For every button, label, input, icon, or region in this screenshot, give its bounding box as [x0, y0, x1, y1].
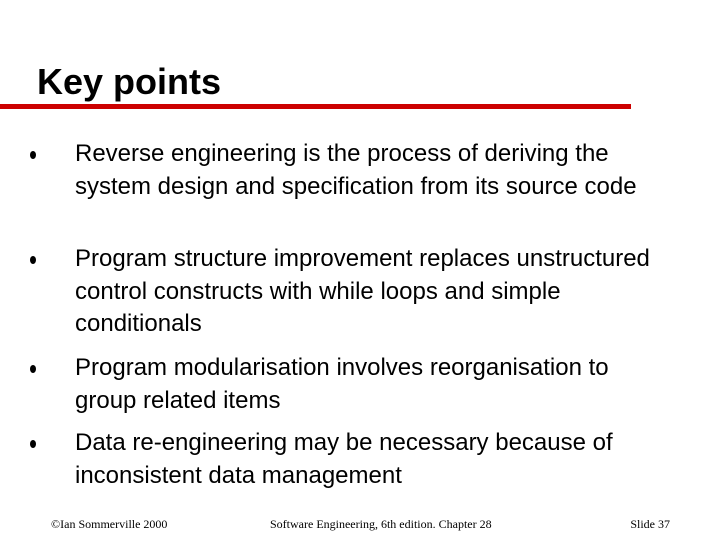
footer-copyright: ©Ian Sommerville 2000: [51, 517, 168, 531]
bullet-item-1: [75, 138, 675, 203]
bullet-text: Program structure improvement replaces unstructured control constructs with while loops and simple conditionals: [75, 245, 650, 337]
bullet-item-3: [75, 352, 675, 417]
bullet-item-2: [75, 243, 675, 341]
footer-book-reference: Software Engineering, 6th edition. Chapter 28: [270, 517, 492, 531]
bullet-item-4: [75, 427, 675, 492]
bullet-text: Reverse engineering is the process of deriving the system design and specification from its source code: [75, 140, 637, 200]
bullet-text: Data re-engineering may be necessary because of inconsistent data management: [75, 429, 613, 489]
filled-circle-bullet-icon: [30, 151, 36, 159]
slide-title: Key points: [37, 61, 222, 102]
footer-slide-number: Slide 37: [630, 517, 670, 531]
bullet-text: Program modularisation involves reorganisation to group related items: [75, 354, 609, 414]
filled-circle-bullet-icon: [30, 440, 36, 448]
filled-circle-bullet-icon: [30, 256, 36, 264]
filled-circle-bullet-icon: [30, 365, 36, 373]
